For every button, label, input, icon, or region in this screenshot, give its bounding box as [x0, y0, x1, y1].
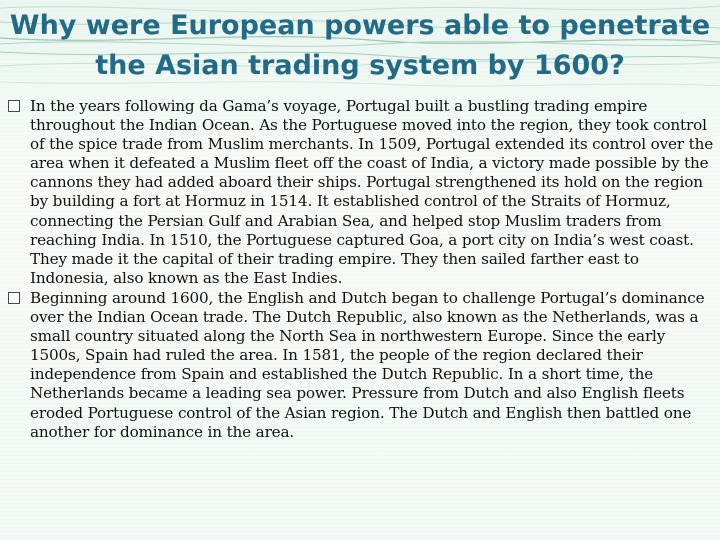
paragraph-portugal — [6, 97, 714, 288]
paragraph-text: In the years following da Gama’s voyage, Portugal built a bustling trading empire throughout the Indian Ocean. As the Portuguese moved into the region, they took control of the spice trade from Muslim merchants. In 1509, Portugal extended its control over the area when it defeated a Muslim fleet off the coast of India, a victory made possible by the cannons they had added aboard their ships. Portugal strengthened its hold on the region by building a fort at Hormuz in 1514. It established control of the Straits of Hormuz, connecting the Persian Gulf and Arabian Sea, and helped stop Muslim traders from reaching India. In 1510, the Portuguese captured Goa, a port city on India’s west coast. They made it the capital of their trading empire. They then sailed farther east to Indonesia, also known as the East Indies. — [30, 97, 714, 287]
title-band — [0, 0, 720, 92]
paragraph-text: Beginning around 1600, the English and Dutch began to challenge Portugal’s dominance over the Indian Ocean trade. The Dutch Republic, also known as the Netherlands, was a small country situated along the North Sea in northwestern Europe. Since the early 1500s, Spain had ruled the area. In 1581, the people of the region declared their independence from Spain and established the Dutch Republic. In a short time, the Netherlands became a leading sea power. Pressure from Dutch and also English fleets eroded Portuguese control of the Asian region. The Dutch and English then battled one another for dominance in the area. — [30, 288, 705, 441]
slide-title: Why were European powers able to penetrate the Asian trading system by 1600? — [9, 10, 711, 81]
square-bullet-icon — [8, 100, 20, 112]
slide-body — [6, 97, 714, 443]
paragraph-english-dutch — [6, 289, 714, 442]
square-bullet-icon — [8, 292, 20, 304]
